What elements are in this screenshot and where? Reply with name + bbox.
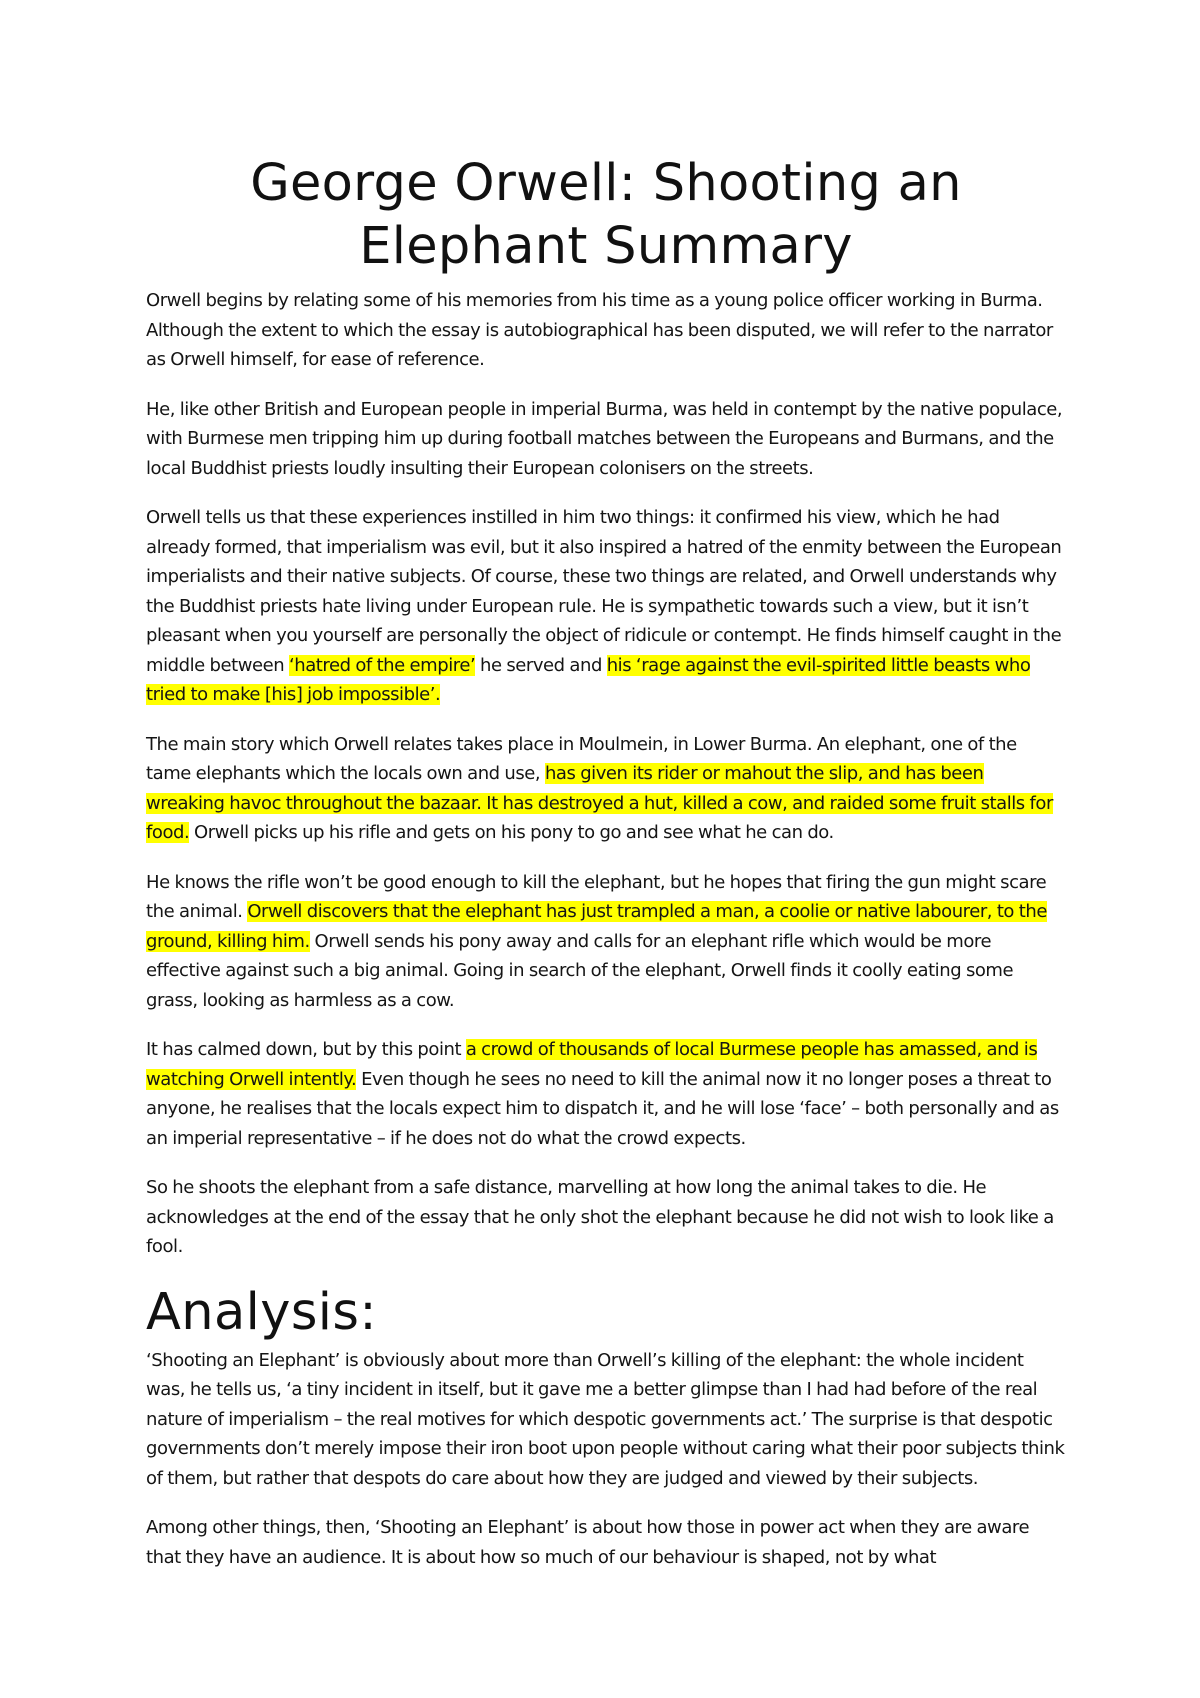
summary-section <box>146 286 1066 1262</box>
analysis-section <box>146 1346 1066 1573</box>
paragraph <box>146 1035 1066 1153</box>
document-content <box>146 152 1066 1592</box>
document-title: George Orwell: Shooting an Elephant Summary <box>250 154 962 276</box>
paragraph <box>146 395 1066 484</box>
paragraph <box>146 868 1066 1016</box>
paragraph <box>146 286 1066 375</box>
text-segment: Among other things, then, ‘Shooting an Elephant’ is about how those in power act when they are aware that they have an audience. It is about how so much of our behaviour is shaped, not by what <box>146 1517 1030 1568</box>
text-segment: It has calmed down, but by this point <box>146 1039 466 1060</box>
paragraph <box>146 730 1066 848</box>
highlighted-text: a crowd of thousands of local Burmese people has amassed, and is watching Orwell intently. <box>146 1039 1038 1090</box>
paragraph <box>146 1173 1066 1262</box>
text-segment: Orwell tells us that these experiences instilled in him two things: it confirmed his view, which he had already formed, that imperialism was evil, but it also inspired a hatred of the enmity between the European imperialists and their native subjects. Of course, these two things are related, and Orwell understands why the Buddhist priests hate living under European rule. He is sympathetic towards such a view, but it isn’t pleasant when you yourself are personally the object of ridicule or contempt. He finds himself caught in the middle between <box>146 507 1062 676</box>
text-segment: Even though he sees no need to kill the animal now it no longer poses a threat to anyone, he realises that the locals expect him to dispatch it, and he will lose ‘face’ – both personally and as an imperial representative – if he does not do what the crowd expects. <box>146 1068 1059 1149</box>
text-segment: Orwell sends his pony away and calls for an elephant rifle which would be more effective against such a big animal. Going in search of the elephant, Orwell finds it coolly eating some grass, looking as harmless as a cow. <box>146 930 1014 1011</box>
highlighted-text: ‘hatred of the empire’ <box>289 654 476 676</box>
text-segment: So he shoots the elephant from a safe distance, marvelling at how long the animal takes to die. He acknowledges at the end of the essay that he only shot the elephant because he did not wish to look like a fool. <box>146 1177 1054 1257</box>
highlighted-text: has given its rider or mahout the slip, and has been wreaking havoc throughout the bazaar. It has destroyed a hut, killed a cow, and raided some fruit stalls for food. <box>146 763 1053 843</box>
text-segment: Orwell begins by relating some of his memories from his time as a young police officer working in Burma. Although the extent to which the essay is autobiographical has been disputed, we will refer to the narrator as Orwell himself, for ease of reference. <box>146 290 1053 370</box>
highlighted-text: Orwell discovers that the elephant has just trampled a man, a coolie or native labourer, to the ground, killing him. <box>146 901 1047 952</box>
analysis-heading: Analysis: <box>146 1282 377 1342</box>
text-segment: The main story which Orwell relates takes place in Moulmein, in Lower Burma. An elephant, one of the tame elephants which the locals own and use, <box>146 733 1017 784</box>
text-segment: he served and <box>475 654 607 676</box>
paragraph <box>146 1346 1066 1494</box>
text-segment: Orwell picks up his rifle and gets on his pony to go and see what he can do. <box>189 822 834 843</box>
text-segment: He, like other British and European people in imperial Burma, was held in contempt by the native populace, with Burmese men tripping him up during football matches between the Europeans and Burmans, and the local Buddhist priests loudly insulting their European colonisers on the streets. <box>146 398 1063 479</box>
paragraph <box>146 503 1066 710</box>
text-segment: ‘Shooting an Elephant’ is obviously about more than Orwell’s killing of the elephant: the whole incident was, he tells us, ‘a tiny incident in itself, but it gave me a better glimpse than I had had before of the real nature of imperialism – the real motives for which despotic governments act.’ The surprise is that despotic governments don’t merely impose their iron boot upon people without caring what their poor subjects think of them, but rather that despots do care about how they are judged and viewed by their subjects. <box>146 1349 1065 1489</box>
highlighted-text: his ‘rage against the evil-spirited little beasts who tried to make [his] job impossible’. <box>146 654 1031 705</box>
paragraph <box>146 1513 1066 1572</box>
text-segment: He knows the rifle won’t be good enough to kill the elephant, but he hopes that firing the gun might scare the animal. <box>146 871 1047 922</box>
